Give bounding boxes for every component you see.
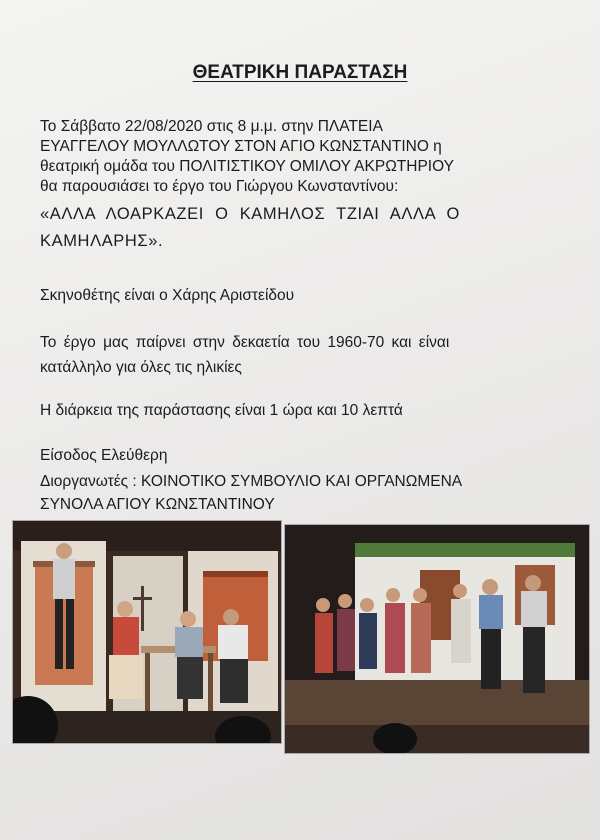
duration-line: Η διάρκεια της παράστασης είναι 1 ώρα και 10 λεπτά <box>40 402 403 419</box>
poster-title <box>0 62 600 84</box>
director-line: Σκηνοθέτης είναι ο Χάρης Αριστείδου <box>40 287 295 304</box>
organizers-paragraph <box>40 470 560 516</box>
organizers-line-1: Διοργανωτές : ΚΟΙΝΟΤΙΚΟ ΣΥΜΒΟΥΛΙΟ ΚΑΙ ΟΡΓΑΝΩΜΕΝΑ <box>40 473 463 490</box>
setting-paragraph <box>40 330 560 380</box>
play-title-line-2: ΚΑΜΗΛΑΡΗΣ». <box>40 232 164 250</box>
stage-photo-right-image <box>285 525 589 753</box>
play-title-line-1: «ΑΛΛΑ ΛΟΑΡΚΑΖΕΙ Ο ΚΑΜΗΛΟΣ ΤΖΙΑΙ ΑΛΛΑ Ο <box>40 205 460 223</box>
intro-line-3: θεατρική ομάδα του ΠΟΛΙΤΙΣΤΙΚΟΥ ΟΜΙΛΟΥ ΑΚΡΩΤΗΡΙΟΥ <box>40 158 454 175</box>
entry-line: Είσοδος Ελεύθερη <box>40 447 168 464</box>
organizers-line-2: ΣΥΝΟΛΑ ΑΓΙΟΥ ΚΩΝΣΤΑΝΤΙΝΟΥ <box>40 496 275 513</box>
stage-photo-right <box>285 525 589 753</box>
intro-paragraph <box>40 117 560 197</box>
intro-line-2: ΕΥΑΓΓΕΛΟΥ ΜΟΥΛΛΩΤΟΥ ΣΤΟΝ ΑΓΙΟ ΚΩΝΣΤΑΝΤΙΝΟ η <box>40 138 442 155</box>
play-title <box>40 201 560 255</box>
poster-title-text: ΘΕΑΤΡΙΚΗ ΠΑΡΑΣΤΑΣΗ <box>192 62 408 83</box>
stage-photo-left <box>13 521 281 743</box>
stage-photo-left-image <box>13 521 281 743</box>
intro-line-4: θα παρουσιάσει το έργο του Γιώργου Κωνσταντίνου: <box>40 178 399 195</box>
setting-line-2: κατάλληλο για όλες τις ηλικίες <box>40 359 242 376</box>
intro-line-1: Το Σάββατο 22/08/2020 στις 8 μ.μ. στην ΠΛΑΤΕΙΑ <box>40 118 383 135</box>
setting-line-1: Το έργο μας παίρνει στην δεκαετία του 1960-70 και είναι <box>40 334 450 351</box>
